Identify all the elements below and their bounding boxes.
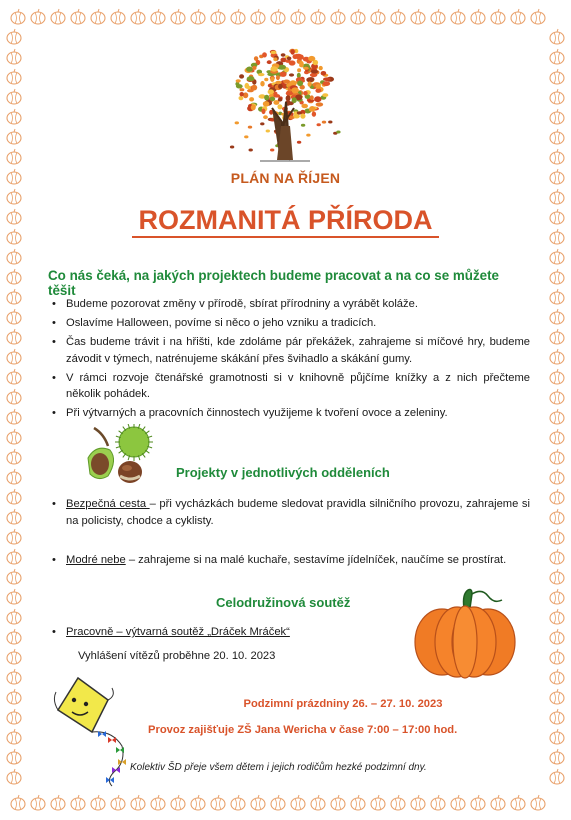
falling-leaf-icon (266, 130, 270, 133)
border-pumpkin-icon (550, 569, 564, 584)
border-pumpkin-icon (7, 189, 21, 204)
bullet-icon: • (52, 626, 56, 638)
border-pumpkin-icon (331, 795, 345, 810)
border-pumpkin-icon (531, 9, 545, 24)
border-pumpkin-icon (7, 389, 21, 404)
border-pumpkin-icon (7, 349, 21, 364)
leaf-icon (251, 85, 257, 91)
leaf-icon (290, 49, 294, 54)
border-pumpkin-icon (7, 629, 21, 644)
leaf-icon (291, 87, 299, 93)
leaf-icon (283, 80, 290, 84)
border-pumpkin-icon (7, 429, 21, 444)
list-item: • V rámci rozvoje čtenářské gramotnosti si v knihovně půjčíme knížky a z nich přečteme několik pohádek. (52, 371, 530, 400)
border-pumpkin-icon (531, 795, 545, 810)
leaf-icon (286, 95, 291, 101)
border-pumpkin-icon (550, 549, 564, 564)
leaf-icon (299, 61, 304, 67)
border-pumpkin-icon (550, 389, 564, 404)
leaf-icon (315, 88, 321, 93)
leaf-icon (314, 96, 321, 102)
main-title: ROZMANITÁ PŘÍRODA (138, 205, 433, 235)
border-pumpkin-icon (7, 29, 21, 44)
border-pumpkin-icon (550, 429, 564, 444)
bullet-icon: • (52, 317, 56, 329)
border-pumpkin-icon (511, 795, 525, 810)
department-name: Modré nebe (66, 554, 126, 566)
leaf-icon (311, 70, 318, 74)
border-pumpkin-icon (411, 795, 425, 810)
border-pumpkin-icon (7, 369, 21, 384)
bullet-icon: • (52, 298, 56, 310)
leaf-icon (310, 95, 314, 100)
border-pumpkin-icon (431, 795, 445, 810)
border-pumpkin-icon (7, 469, 21, 484)
leaf-icon (252, 66, 256, 70)
border-pumpkin-icon (550, 49, 564, 64)
border-pumpkin-icon (91, 9, 105, 24)
border-pumpkin-icon (491, 795, 505, 810)
border-pumpkin-icon (451, 795, 465, 810)
border-pumpkin-icon (550, 189, 564, 204)
leaf-icon (278, 84, 283, 89)
bullet-icon: • (52, 336, 56, 348)
leaf-icon (264, 95, 269, 101)
border-pumpkin-icon (131, 9, 145, 24)
leaf-icon (277, 104, 282, 109)
department-text: – při vycházkách budeme sledovat pravidla silničního provozu, zahrajeme si na policisty, chodce a cyklisty. (66, 498, 531, 527)
border-pumpkin-icon (550, 729, 564, 744)
footer-wishes: Kolektiv ŠD přeje všem dětem i jejich rodičům hezké podzimní dny. (130, 762, 427, 773)
border-pumpkin-icon (51, 795, 65, 810)
leaf-icon (267, 60, 272, 64)
border-pumpkin-icon (7, 49, 21, 64)
border-pumpkin-icon (7, 649, 21, 664)
falling-leaf-icon (244, 135, 248, 138)
leaf-icon (273, 57, 277, 61)
border-pumpkin-icon (550, 529, 564, 544)
border-pumpkin-icon (391, 9, 405, 24)
border-pumpkin-icon (550, 629, 564, 644)
falling-leaf-icon (260, 122, 264, 125)
pumpkin-image (410, 584, 520, 686)
leaf-icon (271, 66, 278, 71)
bullet-icon: • (52, 554, 56, 566)
leaf-icon (323, 77, 331, 81)
leaf-icon (303, 67, 309, 70)
leaf-icon (263, 115, 268, 119)
leaf-icon (249, 97, 254, 101)
border-pumpkin-icon (550, 649, 564, 664)
falling-leaf-icon (235, 121, 239, 124)
border-pumpkin-icon (7, 509, 21, 524)
border-pumpkin-icon (7, 669, 21, 684)
border-pumpkin-icon (511, 9, 525, 24)
border-pumpkin-icon (231, 795, 245, 810)
leaf-icon (236, 79, 241, 82)
border-pumpkin-icon (7, 309, 21, 324)
border-pumpkin-icon (7, 609, 21, 624)
border-pumpkin-icon (550, 269, 564, 284)
border-pumpkin-icon (11, 9, 25, 24)
border-pumpkin-icon (471, 795, 485, 810)
leaf-icon (286, 92, 294, 95)
contest-name: Pracovně – výtvarná soutěž „Dráček Mráček“ (66, 626, 290, 638)
falling-leaf-icon (301, 124, 305, 127)
border-pumpkin-icon (550, 369, 564, 384)
kite-bow-icon (108, 737, 116, 743)
leaf-icon (275, 81, 281, 84)
border-pumpkin-icon (151, 9, 165, 24)
border-pumpkin-icon (550, 769, 564, 784)
border-pumpkin-icon (550, 469, 564, 484)
border-pumpkin-icon (311, 9, 325, 24)
border-pumpkin-icon (391, 795, 405, 810)
border-pumpkin-icon (451, 9, 465, 24)
border-pumpkin-icon (7, 409, 21, 424)
leaf-icon (301, 104, 308, 109)
leaf-icon (276, 75, 280, 80)
border-pumpkin-icon (550, 289, 564, 304)
list-item: • Čas budeme trávit i na hřišti, kde zdoláme pár překážek, zahrajeme si míčové hry, budeme závodit v týmech, natrénujeme skákání přes švihadlo a skákání gumy. (52, 336, 530, 365)
border-pumpkin-icon (550, 149, 564, 164)
border-pumpkin-icon (471, 9, 485, 24)
border-pumpkin-icon (550, 669, 564, 684)
border-pumpkin-icon (7, 109, 21, 124)
contest-item (52, 626, 290, 638)
border-pumpkin-icon (7, 149, 21, 164)
leaf-icon (278, 98, 283, 102)
leaf-icon (287, 57, 292, 61)
leaf-icon (243, 92, 248, 98)
leaf-icon (297, 68, 301, 72)
border-pumpkin-icon (7, 269, 21, 284)
leaf-icon (312, 111, 316, 116)
leaf-icon (303, 91, 308, 96)
plan-subtitle: PLÁN NA ŘÍJEN (230, 170, 341, 186)
leaf-icon (319, 66, 323, 70)
border-pumpkin-icon (550, 409, 564, 424)
kite-bow-icon (116, 747, 124, 753)
border-pumpkin-icon (7, 569, 21, 584)
border-pumpkin-icon (71, 9, 85, 24)
border-pumpkin-icon (550, 489, 564, 504)
leaf-icon (295, 54, 299, 59)
leaf-icon (271, 51, 277, 54)
falling-leaf-icon (306, 134, 310, 137)
border-pumpkin-icon (271, 795, 285, 810)
border-pumpkin-icon (550, 109, 564, 124)
falling-leaf-icon (249, 149, 253, 152)
leaf-icon (258, 73, 265, 76)
leaf-icon (321, 71, 327, 76)
border-pumpkin-icon (371, 9, 385, 24)
border-pumpkin-icon (7, 89, 21, 104)
border-pumpkin-icon (111, 9, 125, 24)
leaf-icon (247, 76, 255, 81)
border-pumpkin-icon (550, 29, 564, 44)
leaf-icon (308, 77, 315, 82)
falling-leaf-icon (248, 126, 252, 129)
leaf-icon (251, 105, 256, 111)
leaf-icon (239, 74, 244, 78)
border-pumpkin-icon (7, 69, 21, 84)
border-pumpkin-icon (371, 795, 385, 810)
operation-notice: Provoz zajišťuje ZŠ Jana Wericha v čase 7:00 – 17:00 hod. (148, 724, 458, 736)
border-pumpkin-icon (7, 489, 21, 504)
leaf-icon (281, 53, 286, 56)
border-pumpkin-icon (291, 9, 305, 24)
border-pumpkin-icon (7, 329, 21, 344)
border-pumpkin-icon (550, 69, 564, 84)
border-pumpkin-icon (7, 709, 21, 724)
border-pumpkin-icon (550, 609, 564, 624)
border-pumpkin-icon (271, 9, 285, 24)
border-pumpkin-icon (331, 9, 345, 24)
border-pumpkin-icon (550, 749, 564, 764)
leaf-icon (260, 81, 264, 87)
falling-leaf-icon (336, 131, 340, 134)
leaf-icon (270, 97, 275, 102)
border-pumpkin-icon (291, 795, 305, 810)
border-pumpkin-icon (311, 795, 325, 810)
leaf-icon (245, 83, 250, 89)
border-pumpkin-icon (550, 589, 564, 604)
border-pumpkin-icon (31, 9, 45, 24)
border-pumpkin-icon (7, 729, 21, 744)
list-item: • Oslavíme Halloween, povíme si něco o jeho vzniku a tradicích. (52, 315, 530, 332)
border-pumpkin-icon (171, 795, 185, 810)
autumn-tree-image (220, 42, 350, 164)
border-pumpkin-icon (351, 795, 365, 810)
leaf-icon (297, 111, 302, 114)
leaf-icon (300, 114, 305, 119)
department-text: – zahrajeme si na malé kuchaře, sestavíme jídelníček, naučíme se prostírat. (125, 554, 507, 566)
border-pumpkin-icon (491, 9, 505, 24)
border-pumpkin-icon (7, 129, 21, 144)
leaf-icon (309, 109, 314, 112)
falling-leaf-icon (297, 141, 301, 144)
border-pumpkin-icon (550, 249, 564, 264)
leaf-icon (280, 72, 287, 77)
bullet-icon: • (52, 407, 56, 419)
border-pumpkin-icon (91, 795, 105, 810)
border-pumpkin-icon (7, 769, 21, 784)
falling-leaf-icon (328, 121, 332, 124)
leaf-icon (289, 73, 294, 76)
falling-leaf-icon (230, 146, 234, 149)
border-pumpkin-icon (550, 349, 564, 364)
leaf-icon (316, 102, 324, 106)
leaf-icon (263, 101, 270, 107)
border-pumpkin-icon (211, 795, 225, 810)
leaf-icon (310, 73, 317, 77)
falling-leaf-icon (270, 149, 274, 152)
border-pumpkin-icon (7, 749, 21, 764)
leaf-icon (292, 97, 297, 103)
leaf-icon (246, 67, 253, 72)
border-pumpkin-icon (31, 795, 45, 810)
falling-leaf-icon (317, 123, 321, 126)
bullet-icon: • (52, 498, 56, 510)
border-pumpkin-icon (7, 529, 21, 544)
department-item-modre-nebe (52, 552, 530, 569)
leaf-icon (322, 93, 328, 97)
leaf-icon (240, 92, 244, 96)
leaf-icon (297, 81, 303, 87)
leaf-icon (262, 52, 267, 57)
leaf-icon (262, 109, 266, 115)
departments-heading: Projekty v jednotlivých odděleních (176, 465, 390, 480)
chestnuts-image (78, 424, 160, 490)
border-pumpkin-icon (51, 9, 65, 24)
border-pumpkin-icon (550, 449, 564, 464)
activity-list (52, 296, 530, 424)
leaf-icon (316, 84, 321, 89)
border-pumpkin-icon (151, 795, 165, 810)
border-pumpkin-icon (231, 9, 245, 24)
falling-leaf-icon (322, 121, 326, 124)
border-pumpkin-icon (131, 795, 145, 810)
bullet-icon: • (52, 371, 56, 384)
border-pumpkin-icon (7, 549, 21, 564)
leaf-icon (264, 78, 268, 82)
border-pumpkin-icon (11, 795, 25, 810)
border-pumpkin-icon (550, 89, 564, 104)
holiday-notice: Podzimní prázdniny 26. – 27. 10. 2023 (243, 698, 443, 710)
leaf-icon (308, 56, 315, 61)
list-item: • Budeme pozorovat změny v přírodě, sbírat přírodniny a vyrábět koláže. (52, 296, 530, 313)
border-pumpkin-icon (71, 795, 85, 810)
leaf-icon (268, 89, 274, 94)
border-pumpkin-icon (251, 9, 265, 24)
border-pumpkin-icon (191, 795, 205, 810)
border-pumpkin-icon (351, 9, 365, 24)
border-pumpkin-icon (7, 449, 21, 464)
leaf-icon (323, 81, 331, 86)
border-pumpkin-icon (211, 9, 225, 24)
border-pumpkin-icon (431, 9, 445, 24)
winners-announcement: Vyhlášení vítězů proběhne 20. 10. 2023 (78, 650, 276, 662)
border-pumpkin-icon (7, 249, 21, 264)
list-item: • Při výtvarných a pracovních činnostech využijeme k tvoření ovoce a zeleniny. (52, 405, 530, 422)
title-underline (132, 236, 439, 238)
border-pumpkin-icon (7, 589, 21, 604)
leaf-icon (239, 96, 244, 100)
border-pumpkin-icon (7, 289, 21, 304)
border-pumpkin-icon (111, 795, 125, 810)
leaf-icon (285, 60, 291, 63)
border-pumpkin-icon (171, 9, 185, 24)
department-item-bezpecna-cesta (52, 496, 530, 529)
border-pumpkin-icon (550, 709, 564, 724)
leaf-icon (308, 81, 312, 86)
intro-heading: Co nás čeká, na jakých projektech budeme pracovat a na co se můžete těšit (48, 268, 499, 298)
kite-bow-icon (112, 767, 120, 773)
contest-heading: Celodružinová soutěž (216, 595, 351, 610)
leaf-icon (270, 77, 274, 82)
border-pumpkin-icon (550, 329, 564, 344)
border-pumpkin-icon (550, 509, 564, 524)
border-pumpkin-icon (550, 309, 564, 324)
border-pumpkin-icon (550, 129, 564, 144)
border-pumpkin-icon (251, 795, 265, 810)
leaf-icon (293, 114, 300, 118)
leaf-icon (240, 88, 245, 91)
border-pumpkin-icon (191, 9, 205, 24)
border-pumpkin-icon (411, 9, 425, 24)
department-name: Bezpečná cesta (66, 498, 150, 510)
